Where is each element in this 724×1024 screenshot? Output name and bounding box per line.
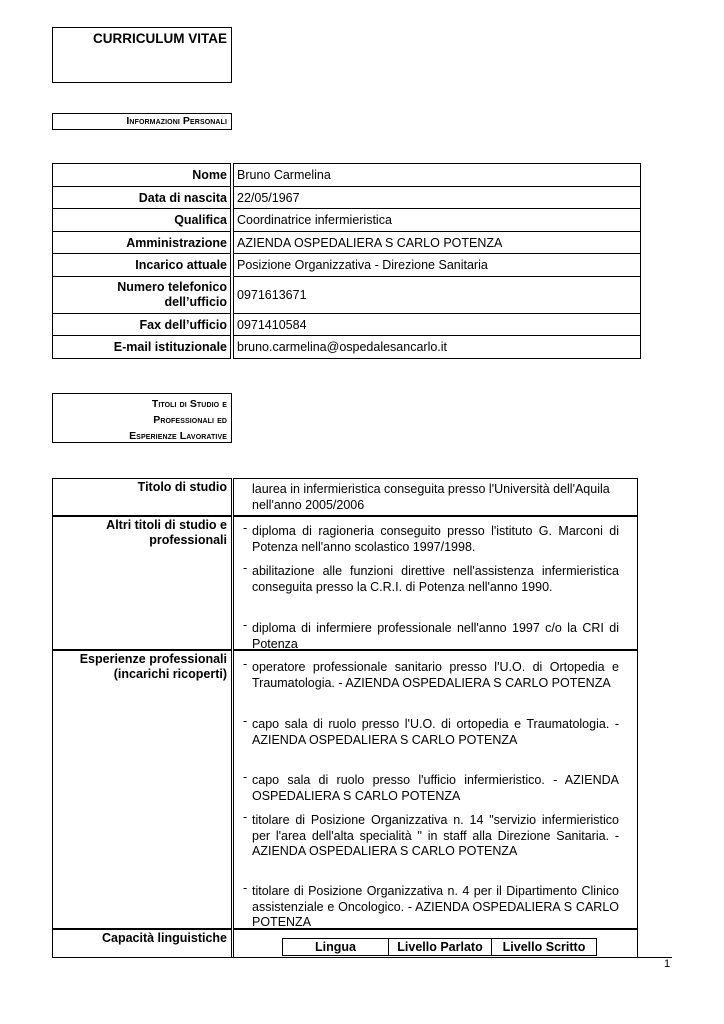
- lang-header-parlato: Livello Parlato: [389, 939, 492, 956]
- value-titolo-studio: laurea in infermieristica conseguita presso l'Università dell'Aquila nell'anno 2005/2006: [252, 482, 610, 512]
- label-incarico: Incarico attuale: [53, 254, 231, 277]
- value-qualifica: Coordinatrice infermieristica: [234, 209, 641, 232]
- page-title: CURRICULUM VITAE: [93, 31, 227, 46]
- section-personal-box: [52, 113, 232, 130]
- table-row: [53, 187, 641, 209]
- label-data-nascita: Data di nascita: [53, 187, 231, 209]
- list-item: - abilitazione alle funzioni direttive nell'assistenza infermieristica conseguita presso la C.R.I. di Potenza nell'anno 1990.: [243, 561, 619, 594]
- list-item: - titolare di Posizione Organizzativa n. 4 per il Dipartimento Clinico assistenziale e Oncologico. - AZIENDA OSPEDALIERA S CARLO POTENZA: [243, 881, 619, 929]
- value-titolo-studio-cell: [233, 478, 638, 516]
- value-fax: 0971410584: [234, 314, 641, 336]
- table-row: [53, 232, 641, 254]
- list-item: - diploma di infermiere professionale nell'anno 1997 c/o la CRI di Potenza: [243, 618, 619, 651]
- personal-info-table: [52, 163, 641, 359]
- list-item: - operatore professionale sanitario presso l'U.O. di Ortopedia e Traumatologia. - AZIENDA OSPEDALIERA S CARLO POTENZA: [243, 657, 619, 690]
- label-nome: Nome: [53, 164, 231, 187]
- list-item: - diploma di ragioneria conseguito presso l'istituto G. Marconi di Potenza nell'anno scolastico 1997/1998.: [243, 521, 619, 554]
- label-capacita-linguistiche: Capacità linguistiche: [52, 929, 232, 957]
- table-row: [53, 336, 641, 359]
- page-number: 1: [664, 958, 671, 970]
- value-incarico: Posizione Organizzativa - Direzione Sanitaria: [234, 254, 641, 277]
- label-amministrazione: Amministrazione: [53, 232, 231, 254]
- label-telefono: Numero telefonico dell’ufficio: [53, 277, 231, 314]
- list-item: - capo sala di ruolo presso l'U.O. di ortopedia e Traumatologia. - AZIENDA OSPEDALIERA S CARLO POTENZA: [243, 714, 619, 747]
- esperienze-cell: [233, 650, 638, 929]
- value-data-nascita: 22/05/1967: [234, 187, 641, 209]
- value-amministrazione: AZIENDA OSPEDALIERA S CARLO POTENZA: [234, 232, 641, 254]
- section-studies-box: [52, 393, 232, 443]
- section-studies-line: Titoli di Studio e: [151, 398, 227, 410]
- list-item: - capo sala di ruolo presso l'ufficio infermieristico. - AZIENDA OSPEDALIERA S CARLO POTENZA: [243, 770, 619, 803]
- label-qualifica: Qualifica: [53, 209, 231, 232]
- cv-title-box: [52, 27, 232, 83]
- lang-header-scritto: Livello Scritto: [492, 939, 597, 956]
- footer-divider: [52, 957, 672, 958]
- label-email: E-mail istituzionale: [53, 336, 231, 359]
- value-telefono: 0971613671: [234, 277, 641, 314]
- section-studies-line: Professionali ed: [153, 414, 227, 426]
- value-nome: Bruno Carmelina: [234, 164, 641, 187]
- section-studies-line: Esperienze Lavorative: [129, 430, 227, 442]
- altri-titoli-cell: [233, 516, 638, 650]
- label-altri-titoli: Altri titoli di studio e professionali: [52, 516, 232, 650]
- lang-header-lingua: Lingua: [283, 939, 389, 956]
- label-fax: Fax dell’ufficio: [53, 314, 231, 336]
- section-studies-heading: [67, 396, 227, 444]
- label-esperienze: Esperienze professionali (incarichi ricoperti): [52, 650, 232, 929]
- label-titolo-studio: Titolo di studio: [52, 478, 232, 516]
- table-row: [53, 277, 641, 314]
- list-item: - titolare di Posizione Organizzativa n. 14 "servizio infermieristico per l'area dell'alta specialità " in staff alla Direzione Sanitaria. - AZIENDA OSPEDALIERA S CARLO POTENZA: [243, 810, 619, 858]
- table-row: [53, 254, 641, 277]
- value-email: bruno.carmelina@ospedalesancarlo.it: [234, 336, 641, 359]
- section-personal-heading: Informazioni Personali: [126, 115, 227, 127]
- table-row: [53, 164, 641, 187]
- language-table: [282, 938, 597, 956]
- table-row: [53, 209, 641, 232]
- table-row: [53, 314, 641, 336]
- table-row: [283, 939, 597, 956]
